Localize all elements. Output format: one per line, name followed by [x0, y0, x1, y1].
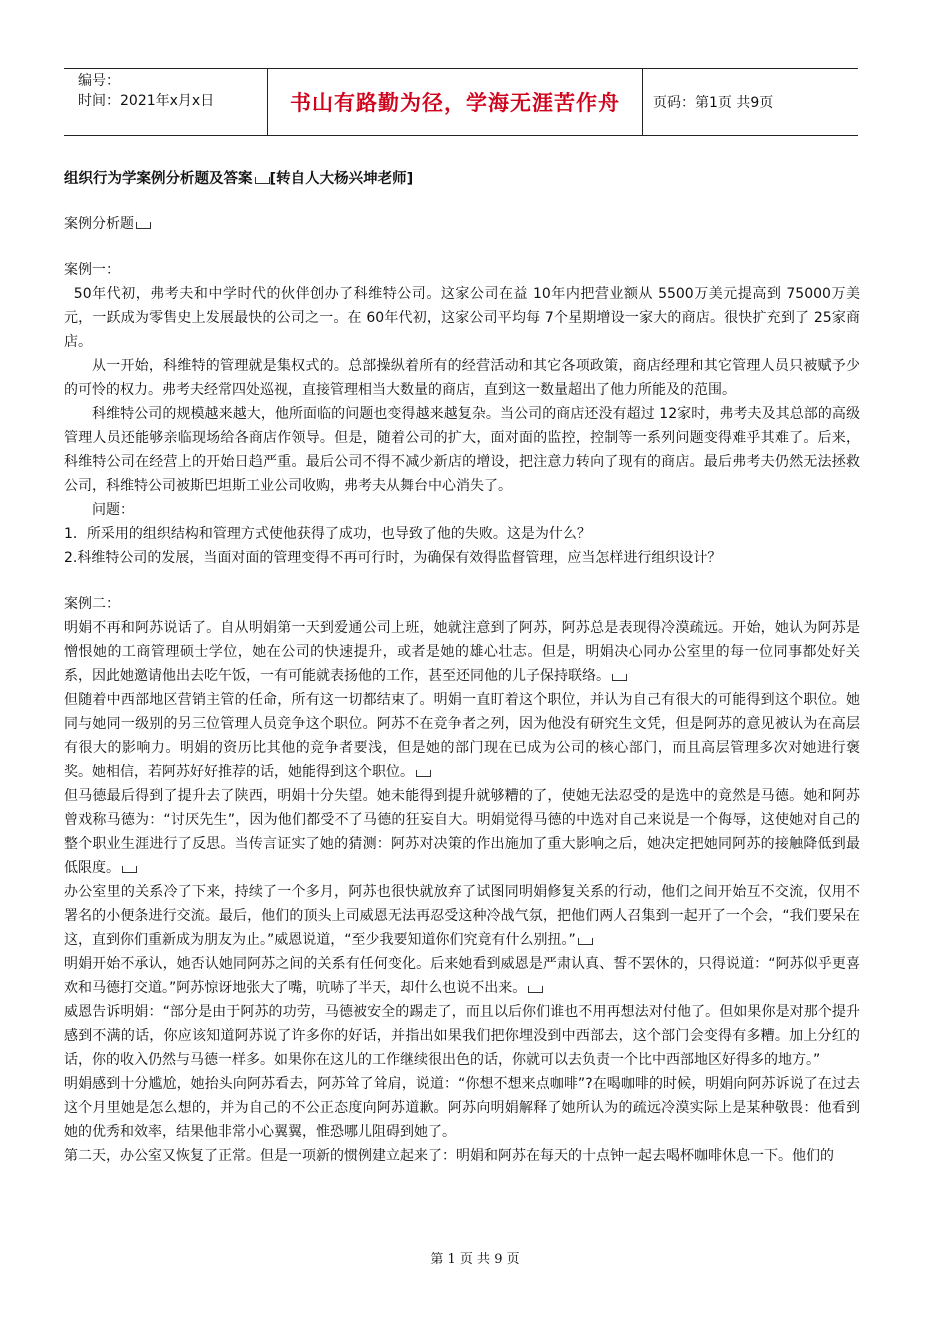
case2-paragraph — [64, 952, 860, 1000]
document-title — [64, 168, 860, 190]
title-suffix: [转自人大杨兴坤老师] — [269, 171, 414, 187]
case2-heading: 案例二： — [64, 596, 120, 612]
document-body — [64, 168, 860, 1168]
case2-paragraph: 威恩告诉明娟：“部分是由于阿苏的功劳，马德被安全的踢走了，而且以后你们谁也不用再想法对付他了。但如果你是对那个提升感到不满的话，你应该知道阿苏说了许多你的好话，并指出如果我们把你埋没到中西部去，这个部门会变得有多糟。加上分红的话，你的收入仍然与马德一样多。如果你在这儿的工作继续很出色的话，你就可以去负责一个比中西部地区好得多的地方。” — [64, 1004, 860, 1068]
case1-paragraph: 50年代初，弗考夫和中学时代的伙伴创办了科维特公司。这家公司在益 10年内把营业额从 5500万美元提高到 75000万美元，一跃成为零售史上发展最快的公司之一。在 60年代初，这家公司平均每 7个星期增设一家大的商店。很快扩充到了 25家商店。 — [64, 286, 860, 350]
case2-text: 明娟不再和阿苏说话了。自从明娟第一天到爱通公司上班，她就注意到了阿苏，阿苏总是表现得冷漠疏远。开始，她认为阿苏是憎恨她的工商管理硕士学位，她在公司的快速提升，或者是她的雄心壮志。但是，明娟决心同办公室里的每一位同事都处好关系，因此她邀请他出去吃午饭，一有可能就表扬他的工作，甚至还同他的儿子保持联络。 — [64, 620, 860, 684]
question-2: 2.科维特公司的发展，当面对面的管理变得不再可行时，为确保有效得监督管理，应当怎样进行组织设计？ — [64, 550, 722, 566]
question-1: 1．所采用的组织结构和管理方式使他获得了成功，也导致了他的失败。这是为什么？ — [64, 526, 591, 542]
case2-paragraph: 明娟感到十分尴尬，她抬头向阿苏看去，阿苏耸了耸肩，说道：“你想不想来点咖啡”?在喝咖啡的时候，明娟向阿苏诉说了在过去这个月里她是怎么想的，并为自己的不公正态度向阿苏道歉。阿苏向明娟解释了她所认为的疏远冷漠实际上是某种敬畏：他看到她的优秀和效率，结果他非常小心翼翼，惟恐哪儿阻碍到她了。 — [64, 1076, 860, 1140]
question-label: 问题： — [92, 502, 134, 518]
paragraph-mark-icon — [416, 770, 431, 777]
case2-text: 明娟开始不承认，她否认她同阿苏之间的关系有任何变化。后来她看到威恩是严肃认真、誓不罢休的，只得说道：“阿苏似乎更喜欢和马德打交道。”阿苏惊讶地张大了嘴，吭哧了半天，却什么也说不出来。 — [64, 956, 860, 996]
title-text: 组织行为学案例分析题及答案 — [64, 171, 253, 187]
paragraph-mark-icon — [122, 866, 137, 873]
case2-text: 但随着中西部地区营销主管的任命，所有这一切都结束了。明娟一直盯着这个职位，并认为自己有很大的可能得到这个职位。她同与她同一级别的另三位管理人员竞争这个职位。阿苏不在竞争者之列，因为他没有研究生文凭，但是阿苏的意见被认为在高层有很大的影响力。明娟的资历比其他的竞争者要浅，但是她的部门现在已成为公司的核心部门，而且高层管理多次对她进行褒奖。她相信，若阿苏好好推荐的话，她能得到这个职位。 — [64, 692, 860, 780]
case2-paragraph: 第二天，办公室又恢复了正常。但是一项新的惯例建立起来了：明娟和阿苏在每天的十点钟一起去喝杯咖啡休息一下。他们的 — [64, 1148, 834, 1164]
paragraph-mark-icon — [255, 177, 270, 184]
case2-paragraph — [64, 880, 860, 952]
header-meta — [64, 69, 268, 135]
section-heading — [64, 212, 860, 236]
paragraph-mark-icon — [578, 938, 593, 945]
case1-paragraph: 从一开始，科维特的管理就是集权式的。总部操纵着所有的经营活动和其它各项政策，商店经理和其它管理人员只被赋予少的可怜的权力。弗考夫经常四处巡视，直接管理相当大数量的商店，直到这一数量超出了他力所能及的范围。 — [64, 358, 860, 398]
page-label: 页码：第1页 共9页 — [653, 95, 774, 111]
paragraph-mark-icon — [528, 986, 543, 993]
paragraph-mark-icon — [612, 674, 627, 681]
case1-heading: 案例一： — [64, 262, 120, 278]
case1-paragraph: 科维特公司的规模越来越大，他所面临的问题也变得越来越复杂。当公司的商店还没有超过 12家时，弗考夫及其总部的高级管理人员还能够亲临现场给各商店作领导。但是，随着公司的扩大，面对面的监控，控制等一系列问题变得难乎其难了。后来，科维特公司在经营上的开始日趋严重。最后公司不得不减少新店的增设，把注意力转向了现有的商店。最后弗考夫仍然无法拯救公司，科维特公司被斯巴坦斯工业公司收购，弗考夫从舞台中心消失了。 — [64, 406, 860, 494]
motto: 书山有路勤为径，学海无涯苦作舟 — [268, 69, 643, 135]
time-label: 时间：2021年x月x日 — [78, 93, 215, 109]
case2-text: 办公室里的关系冷了下来，持续了一个多月，阿苏也很快就放弃了试图同明娟修复关系的行动，他们之间开始互不交流，仅用不署名的小便条进行交流。最后，他们的顶头上司威恩无法再忍受这种冷战气氛，把他们两人召集到一起开了一个会，“我们要呆在这，直到你们重新成为朋友为止。”威恩说道，“至少我要知道你们究竟有什么别扭。” — [64, 884, 860, 948]
paragraph-mark-icon — [136, 222, 151, 229]
case2-paragraph — [64, 616, 860, 688]
number-label: 编号： — [78, 73, 120, 89]
page-footer: 第 1 页 共 9 页 — [430, 1252, 520, 1267]
header-table — [64, 68, 858, 136]
case2-text: 但马德最后得到了提升去了陕西，明娟十分失望。她未能得到提升就够糟的了，使她无法忍受的是选中的竟然是马德。她和阿苏曾戏称马德为：“讨厌先生”，因为他们都受不了马德的狂妄自大。明娟觉得马德的中选对自己来说是一个侮辱，这使她对自己的整个职业生涯进行了反思。当传言证实了她的猜测：阿苏对决策的作出施加了重大影响之后，她决定把她同阿苏的接触降低到最低限度。 — [64, 788, 860, 876]
case2-paragraph — [64, 688, 860, 784]
case2-paragraph — [64, 784, 860, 880]
section-text: 案例分析题 — [64, 216, 134, 232]
